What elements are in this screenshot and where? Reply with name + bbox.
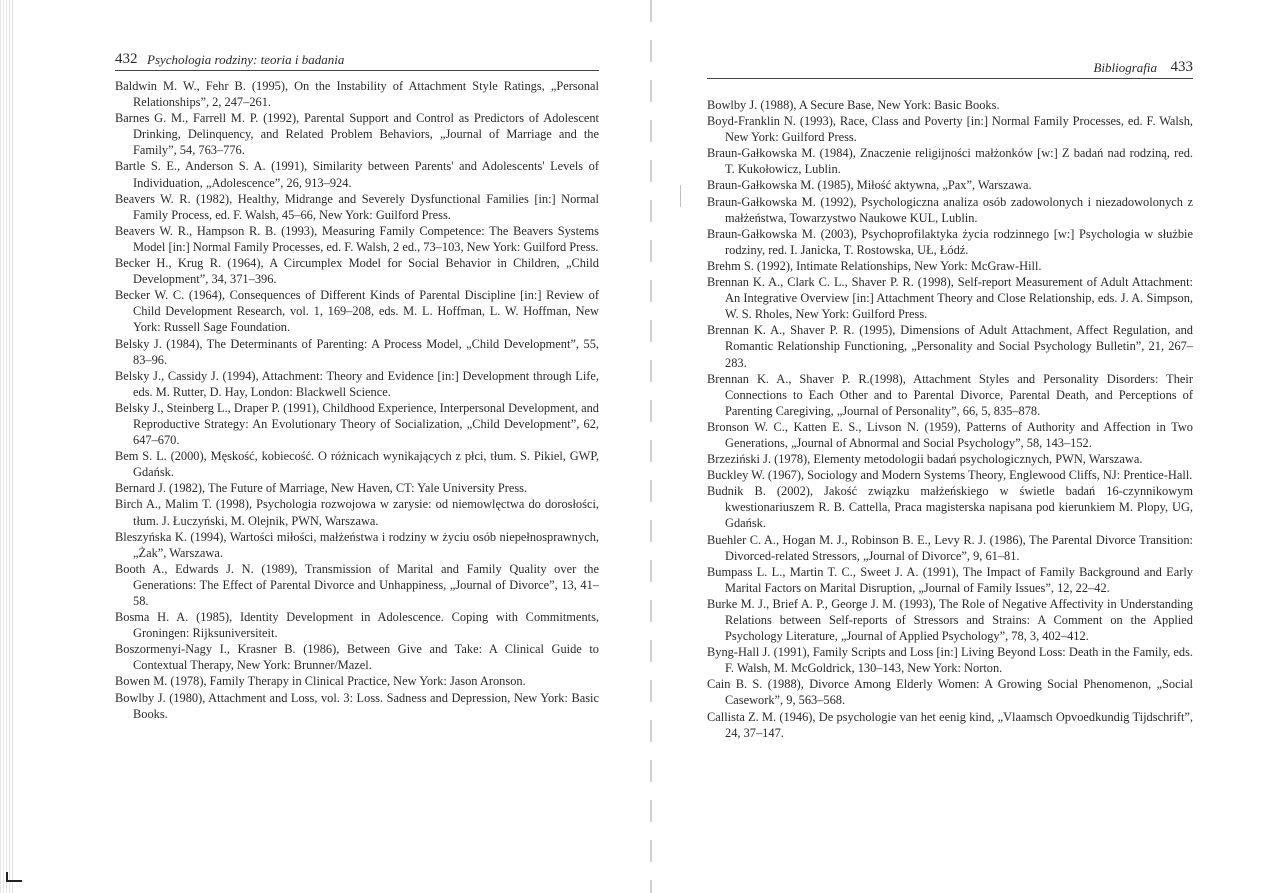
bibliography-entry: Cain B. S. (1988), Divorce Among Elderly Women: A Growing Social Phenomenon, „Social Casework”, 9, 563–568. — [707, 677, 1193, 708]
bibliography-entry: Byng-Hall J. (1991), Family Scripts and Loss [in:] Living Beyond Loss: Death in the Family, eds. F. Walsh, M. McGoldrick, 130–143, New York: Norton. — [707, 645, 1193, 676]
bibliography-entry: Birch A., Malim T. (1998), Psychologia rozwojowa w zarysie: od niemowlęctwa do dorosłości, tłum. J. Łuczyński, M. Olejnik, PWN, Warszawa. — [115, 497, 599, 528]
bibliography-list — [115, 78, 599, 722]
bibliography-entry: Brzeziński J. (1978), Elementy metodologii badań psychologicznych, PWN, Warszawa. — [707, 452, 1143, 467]
book-gutter — [650, 0, 652, 893]
running-title: Psychologia rodziny: teoria i badania — [147, 52, 345, 67]
bibliography-entry: Becker W. C. (1964), Consequences of Different Kinds of Parental Discipline [in:] Review of Child Development Research, vol. 1, 169–208, eds. M. L. Hoffman, L. W. Hoffman, New York: Russell Sage Foundation. — [115, 288, 599, 335]
bibliography-entry: Braun-Gałkowska M. (1985), Miłość aktywna, „Pax”, Warszawa. — [707, 178, 1032, 193]
bibliography-entry: Beavers W. R. (1982), Healthy, Midrange and Severely Dysfunctional Families [in:] Normal Family Process, ed. F. Walsh, 45–66, New York: Guilford Press. — [115, 191, 599, 222]
bibliography-entry: Belsky J., Steinberg L., Draper P. (1991), Childhood Experience, Interpersonal Development, and Reproductive Strategy: An Evolutionary Theory of Socialization, „Child Development”, 62, 647–670. — [115, 400, 599, 448]
bibliography-entry: Bem S. L. (2000), Męskość, kobiecość. O różnicach wynikających z płci, tłum. S. Pikiel, GWP, Gdańsk. — [115, 449, 599, 480]
bibliography-entry: Belsky J. (1984), The Determinants of Parenting: A Process Model, „Child Development”, 55, 83–96. — [115, 336, 599, 367]
bibliography-entry: Baldwin M. W., Fehr B. (1995), On the Instability of Attachment Style Ratings, „Personal Relationships”, 2, 247–261. — [115, 79, 599, 110]
page-number: 433 — [1170, 59, 1193, 75]
left-page — [115, 50, 599, 722]
left-page-header — [115, 50, 599, 71]
bibliography-entry: Boyd-Franklin N. (1993), Race, Class and Poverty [in:] Normal Family Processes, ed. F. Walsh, New York: Guilford Press. — [707, 114, 1193, 145]
bibliography-entry: Boszormenyi-Nagy I., Krasner B. (1986), Between Give and Take: A Clinical Guide to Contextual Therapy, New York: Brunner/Mazel. — [115, 642, 599, 673]
bibliography-entry: Beavers W. R., Hampson R. B. (1993), Measuring Family Competence: The Beavers Systems Model [in:] Normal Family Processes, ed. F. Walsh, 2 ed., 73–103, New York: Guilford Press. — [115, 223, 599, 254]
right-page — [707, 58, 1193, 741]
bibliography-list — [707, 97, 1193, 741]
bibliography-entry: Braun-Gałkowska M. (1992), Psychologiczna analiza osób zadowolonych i niezadowolonych z małżeństwa, Towarzystwo Naukowe KUL, Lublin. — [707, 194, 1193, 225]
bibliography-entry: Braun-Gałkowska M. (2003), Psychoprofilaktyka życia rodzinnego [w:] Psychologia w służbie rodziny, red. I. Janicka, T. Rostowska, UŁ, Łódź. — [707, 226, 1193, 257]
binding-shadow — [0, 0, 14, 893]
bibliography-entry: Booth A., Edwards J. N. (1989), Transmission of Marital and Family Quality over the Generations: The Effect of Parental Divorce and Unhappiness, „Journal of Divorce”, 13, 41–58. — [115, 561, 599, 608]
bibliography-entry: Bartle S. E., Anderson S. A. (1991), Similarity between Parents' and Adolescents' Levels of Individuation, „Adolescence”, 26, 913–924. — [115, 159, 599, 190]
bibliography-entry: Bumpass L. L., Martin T. C., Sweet J. A. (1991), The Impact of Family Background and Early Marital Factors on Marital Disruption, „Journal of Family Issues”, 12, 22–42. — [707, 564, 1193, 595]
bibliography-entry: Becker H., Krug R. (1964), A Circumplex Model for Social Behavior in Children, „Child Development”, 34, 371–396. — [115, 256, 599, 287]
bibliography-entry: Belsky J., Cassidy J. (1994), Attachment: Theory and Evidence [in:] Development through Life, eds. M. Rutter, D. Hay, London: Blackwell Science. — [115, 368, 599, 399]
running-title: Bibliografia — [1093, 60, 1157, 75]
bibliography-entry: Brennan K. A., Clark C. L., Shaver P. R. (1998), Self-report Measurement of Adult Attachment: An Integrative Overview [in:] Attachment Theory and Close Relationship, eds. J. A. Simpson, W. S. Rholes, New York: Guilford Press. — [707, 275, 1193, 322]
bibliography-entry: Brennan K. A., Shaver P. R.(1998), Attachment Styles and Personality Disorders: Their Connections to Each Other and to Parental Divorce, Parental Death, and Perceptions of Parenting Caregiving, „Journal of Personality”, 66, 5, 835–878. — [707, 371, 1193, 418]
bibliography-entry: Buehler C. A., Hogan M. J., Robinson B. E., Levy R. J. (1986), The Parental Divorce Transition: Divorced-related Stressors, „Journal of Divorce”, 9, 61–81. — [707, 532, 1193, 563]
bibliography-entry: Burke M. J., Brief A. P., George J. M. (1993), The Role of Negative Affectivity in Understanding Relations between Self-reports of Stressors and Strains: A Comment on the Applied Psychology Literature, „Journal of Applied Psychology”, 78, 3, 402–412. — [707, 596, 1193, 644]
bibliography-entry: Bowlby J. (1980), Attachment and Loss, vol. 3: Loss. Sadness and Depression, New York: Basic Books. — [115, 690, 599, 721]
bibliography-entry: Budnik B. (2002), Jakość związku małżeńskiego w świetle badań 16-czynnikowym kwestionariuszem R. B. Cattella, Praca magisterska napisana pod kierunkiem M. Plopy, UG, Gdańsk. — [707, 484, 1193, 531]
bibliography-entry: Bronson W. C., Katten E. S., Livson N. (1959), Patterns of Authority and Affection in Two Generations, „Journal of Abnormal and Social Psychology”, 58, 143–152. — [707, 419, 1193, 450]
bibliography-entry: Bernard J. (1982), The Future of Marriage, New Haven, CT: Yale University Press. — [115, 481, 528, 496]
bibliography-entry: Callista Z. M. (1946), De psychologie van het eenig kind, „Vlaamsch Opvoedkundig Tijdschrift”, 24, 37–147. — [707, 709, 1193, 740]
bibliography-entry: Buckley W. (1967), Sociology and Modern Systems Theory, Englewood Cliffs, NJ: Prentice-Hall. — [707, 468, 1193, 483]
bibliography-entry: Brehm S. (1992), Intimate Relationships, New York: McGraw-Hill. — [707, 258, 1042, 273]
gutter-mark — [680, 185, 681, 207]
bibliography-entry: Braun-Gałkowska M. (1984), Znaczenie religijności małżonków [w:] Z badań nad rodziną, red. T. Kukołowicz, Lublin. — [707, 146, 1193, 177]
crop-mark — [6, 872, 22, 882]
bibliography-entry: Bleszyńska K. (1994), Wartości miłości, małżeństwa i rodziny w życiu osób niepełnosprawnych, „Żak”, Warszawa. — [115, 529, 599, 560]
page-number: 432 — [115, 51, 138, 67]
right-page-header — [707, 58, 1193, 79]
bibliography-entry: Bowen M. (1978), Family Therapy in Clinical Practice, New York: Jason Aronson. — [115, 674, 526, 689]
bibliography-entry: Bosma H. A. (1985), Identity Development in Adolescence. Coping with Commitments, Groningen: Rijksuniversiteit. — [115, 610, 599, 641]
bibliography-entry: Barnes G. M., Farrell M. P. (1992), Parental Support and Control as Predictors of Adolescent Drinking, Delinquency, and Related Problem Behaviors, „Journal of Marriage and the Family”, 54, 763–776. — [115, 111, 599, 158]
bibliography-entry: Brennan K. A., Shaver P. R. (1995), Dimensions of Adult Attachment, Affect Regulation, and Romantic Relationship Functioning, „Personality and Social Psychology Bulletin”, 21, 267–283. — [707, 323, 1193, 370]
bibliography-entry: Bowlby J. (1988), A Secure Base, New York: Basic Books. — [707, 98, 1000, 112]
